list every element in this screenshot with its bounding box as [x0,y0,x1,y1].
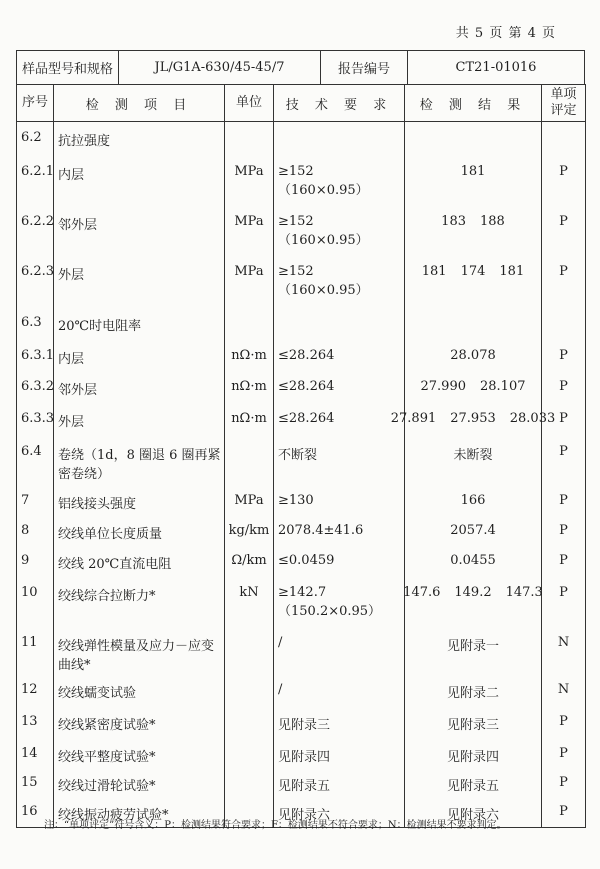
row-evaluation: P [542,437,586,487]
row-result [405,122,542,156]
requirement-line1: ≥152 [278,213,314,229]
row-number: 7 [17,487,54,517]
row-evaluation: P [542,156,586,206]
result-value: 27.953 [450,410,496,426]
sample-label: 样品型号和规格 [17,51,119,85]
requirement-line2: （150.2×0.95） [278,603,382,619]
result-value: 166 [460,492,486,508]
result-value: 28.078 [450,347,496,363]
requirement-line1: 见附录三 [278,717,331,733]
requirement-line1: 不断裂 [278,447,318,463]
row-item: 外层 [54,256,225,306]
row-result [405,547,542,578]
row-item: 绞线弹性模量及应力－应变曲线* [54,628,225,676]
row-requirement [274,340,405,373]
table-row [17,578,586,628]
requirement-line2: （160×0.95） [278,282,369,298]
requirement-line1: / [278,634,283,650]
row-number: 6.3.2 [17,373,54,405]
row-result [405,676,542,708]
row-evaluation: P [542,740,586,769]
row-number: 6.3 [17,306,54,340]
result-value: 27.990 [420,378,466,394]
row-unit: kg/km [225,517,274,547]
result-value: 174 [460,263,486,279]
table-row [17,340,586,373]
row-result [405,740,542,769]
result-value: 181 [421,263,447,279]
header-eval-line2: 评定 [550,103,577,118]
row-evaluation: N [542,676,586,708]
row-evaluation: P [542,708,586,740]
info-table [16,50,585,85]
table-row [17,547,586,578]
table-row [17,122,586,156]
row-requirement [274,156,405,206]
row-number: 10 [17,578,54,628]
row-evaluation [542,306,586,340]
result-value: 见附录一 [446,638,499,654]
table-row [17,306,586,340]
sample-value: JL/G1A-630/45-45/7 [119,51,321,85]
requirement-line1: ≥152 [278,263,314,279]
row-number: 16 [17,798,54,828]
row-unit [225,676,274,708]
requirement-line1: 见附录五 [278,778,331,794]
row-number: 11 [17,628,54,676]
row-result [405,306,542,340]
requirement-line1: ≤0.0459 [278,552,335,568]
row-unit: MPa [225,206,274,256]
table-row [17,405,586,437]
test-results-table [16,84,586,828]
result-value: 见附录五 [446,778,499,794]
result-value: 188 [480,213,505,229]
row-number: 6.2.3 [17,256,54,306]
row-item: 铝线接头强度 [54,487,225,517]
row-result [405,517,542,547]
table-row [17,437,586,487]
table-row [17,373,586,405]
row-unit [225,740,274,769]
row-result [405,340,542,373]
row-result [405,206,542,256]
result-value: 27.891 [390,410,437,426]
row-number: 6.3.1 [17,340,54,373]
result-value: 147.6 [403,584,441,600]
row-result [390,405,556,437]
row-requirement [274,122,405,156]
result-value: 见附录二 [446,685,499,701]
row-result [405,578,542,628]
row-requirement [274,708,405,740]
row-requirement [274,740,405,769]
result-value: 149.2 [454,584,492,600]
row-unit: MPa [225,256,274,306]
row-item: 卷绕（1d，8 圈退 6 圈再紧密卷绕） [54,437,225,487]
header-requirement: 技 术 要 求 [274,85,405,122]
row-item: 绞线紧密度试验* [54,708,225,740]
result-value: 0.0455 [450,552,496,568]
result-value: 28.033 [509,410,556,426]
requirement-line1: ≥130 [278,492,314,508]
row-evaluation: P [542,547,586,578]
header-result: 检 测 结 果 [405,85,542,122]
requirement-line1: 见附录六 [278,807,331,823]
row-item: 内层 [54,156,225,206]
table-row [17,487,586,517]
row-number: 6.2.1 [17,156,54,206]
row-evaluation: P [542,517,586,547]
table-row [17,206,586,256]
table-row [17,156,586,206]
row-evaluation: P [542,578,586,628]
row-item: 绞线平整度试验* [54,740,225,769]
row-unit: nΩ·m [225,340,274,373]
row-unit: kN [225,578,274,628]
footnote: 注：“单项评定”符号含义：P：检测结果符合要求；F：检测结果不符合要求；N：检测结果不要求判定。 [44,820,507,831]
requirement-line1: ≥142.7 [278,584,327,600]
row-unit: nΩ·m [225,405,274,437]
table-row [17,769,586,798]
table-row [17,740,586,769]
page-count: 共 5 页 第 4 页 [455,26,556,41]
row-requirement [274,437,405,487]
header-item: 检 测 项 目 [54,85,225,122]
row-item: 外层 [54,405,225,437]
result-value: 未断裂 [453,447,493,463]
row-item: 邻外层 [54,373,225,405]
row-requirement [274,628,405,676]
row-evaluation: P [542,206,586,256]
row-unit [225,628,274,676]
row-requirement [274,373,405,405]
row-unit [225,437,274,487]
row-evaluation: P [542,373,586,405]
report-value: CT21-01016 [408,51,585,85]
row-result [405,769,542,798]
row-evaluation: P [542,769,586,798]
row-unit: Ω/km [225,547,274,578]
header-unit: 单位 [225,85,274,122]
row-unit [225,122,274,156]
row-evaluation: P [542,256,586,306]
row-item: 抗拉强度 [54,122,225,156]
row-number: 12 [17,676,54,708]
result-value: 147.3 [505,584,543,600]
requirement-line1: ≤28.264 [278,378,335,394]
row-item: 绞线 20℃直流电阻 [54,547,225,578]
result-value: 181 [460,163,486,179]
row-unit [225,306,274,340]
row-item: 绞线振动疲劳试验* [54,798,225,828]
row-item: 绞线综合拉断力* [54,578,225,628]
row-number: 8 [17,517,54,547]
row-result [405,628,542,676]
row-item: 绞线单位长度质量 [54,517,225,547]
row-evaluation: N [542,628,586,676]
requirement-line2: （160×0.95） [278,182,369,198]
row-result [405,156,542,206]
row-result [405,487,542,517]
row-unit [225,708,274,740]
row-requirement [274,676,405,708]
requirement-line1: 见附录四 [278,749,331,765]
requirement-line2: （160×0.95） [278,232,369,248]
row-result [405,373,542,405]
row-number: 15 [17,769,54,798]
row-unit: nΩ·m [225,373,274,405]
report-label: 报告编号 [321,51,408,85]
result-value: 见附录六 [446,807,499,823]
row-requirement [274,306,405,340]
row-requirement [274,206,405,256]
row-item: 绞线过滑轮试验* [54,769,225,798]
table-row [17,708,586,740]
result-value: 28.107 [480,378,526,394]
row-result [405,437,542,487]
row-number: 6.3.3 [17,405,54,437]
requirement-line1: ≥152 [278,163,314,179]
result-value: 183 [441,213,466,229]
header-eval [542,85,586,122]
row-requirement [274,769,405,798]
row-number: 14 [17,740,54,769]
row-item: 绞线蠕变试验 [54,676,225,708]
row-unit [225,769,274,798]
requirement-line1: ≤28.264 [278,410,335,426]
row-number: 6.2 [17,122,54,156]
result-value: 181 [499,263,525,279]
row-requirement [274,517,405,547]
row-requirement [274,405,405,437]
row-result [405,256,542,306]
table-row [17,517,586,547]
row-item: 内层 [54,340,225,373]
row-evaluation: P [542,487,586,517]
row-evaluation: P [542,798,586,828]
result-value: 见附录四 [446,749,499,765]
requirement-line1: 2078.4±41.6 [278,522,364,538]
result-value: 见附录三 [446,717,499,733]
table-row [17,256,586,306]
row-number: 6.2.2 [17,206,54,256]
row-item: 20℃时电阻率 [54,306,225,340]
row-evaluation: P [542,340,586,373]
header-eval-line1: 单项 [550,87,577,102]
result-value: 2057.4 [450,522,496,538]
row-item: 邻外层 [54,206,225,256]
header-no: 序号 [17,85,54,122]
row-requirement [274,578,405,628]
row-requirement [274,547,405,578]
row-unit: MPa [225,487,274,517]
table-row [17,628,586,676]
row-number: 6.4 [17,437,54,487]
row-number: 9 [17,547,54,578]
requirement-line1: ≤28.264 [278,347,335,363]
row-evaluation: P [542,405,586,437]
row-requirement [274,256,405,306]
row-unit: MPa [225,156,274,206]
requirement-line1: / [278,681,283,697]
row-number: 13 [17,708,54,740]
row-evaluation [542,122,586,156]
table-row [17,676,586,708]
row-result [405,708,542,740]
row-requirement [274,487,405,517]
